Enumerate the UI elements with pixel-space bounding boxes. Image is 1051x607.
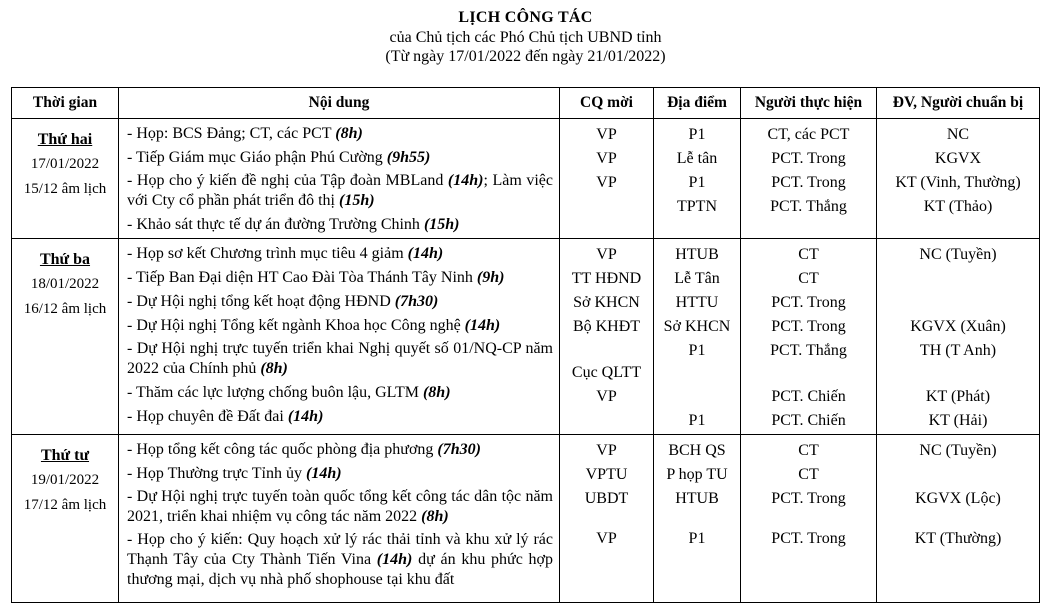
list-item: - Họp: BCS Đảng; CT, các PCT (8h) [127,125,363,142]
day-row-wednesday [12,435,1040,603]
page-subtitle: của Chủ tịch các Phó Chủ tịch UBND tỉnh [389,29,662,46]
list-item: - Tiếp Ban Đại diện HT Cao Đài Tòa Thánh Tây Ninh (9h) [127,269,505,286]
day-cell [12,239,119,435]
schedule-table [11,87,1040,603]
document-header [0,0,1051,66]
day-date: 18/01/2022 [30,276,100,292]
inviter-cell: VP VP VP [560,119,654,239]
location-cell: BCH QS P họp TU HTUB P1 [654,435,741,603]
list-item: - Thăm các lực lượng chống buôn lậu, GLTM (8h) [127,384,451,401]
table-header-row [12,88,1040,119]
day-name: Thứ hai [37,131,93,148]
list-item: - Dự Hội nghị trực tuyến toàn quốc tổng kết công tác dân tộc năm 2021, triển khai nhiệm vụ công tác năm 2022 (8h) [127,488,553,525]
list-item: - Họp sơ kết Chương trình mục tiêu 4 giảm (14h) [127,245,444,262]
executor-cell: CT CT PCT. Trong PCT. Trong PCT. Thắng PCT. Chiến PCT. Chiến [741,239,877,435]
page-title: LỊCH CÔNG TÁC [458,9,593,26]
col-header-preparer: ĐV, Người chuẩn bị [877,88,1040,119]
location-cell: HTUB Lễ Tân HTTU Sở KHCN P1 P1 [654,239,741,435]
list-item: - Khảo sát thực tế dự án đường Trường Chinh (15h) [127,216,460,233]
executor-cell: CT CT PCT. Trong PCT. Trong [741,435,877,603]
list-item: - Họp tổng kết công tác quốc phòng địa phương (7h30) [127,441,481,458]
col-header-location: Địa điểm [654,88,741,119]
list-item: - Dự Hội nghị Tổng kết ngành Khoa học Công nghệ (14h) [127,317,501,334]
day-name: Thứ ba [39,251,91,268]
date-range: (Từ ngày 17/01/2022 đến ngày 21/01/2022) [385,48,666,65]
day-row-monday [12,119,1040,239]
col-header-content: Nội dung [119,88,560,119]
list-item: - Họp chuyên đề Đất đai (14h) [127,408,324,425]
inviter-cell: VP TT HĐND Sở KHCN Bộ KHĐT Cục QLTT VP [560,239,654,435]
day-cell [12,435,119,603]
list-item: - Tiếp Giám mục Giáo phận Phú Cường (9h55) [127,149,431,166]
day-name: Thứ tư [40,447,90,464]
preparer-cell: NC (Tuyền) KGVX (Lộc) KT (Thường) [877,435,1040,603]
col-header-time: Thời gian [12,88,119,119]
preparer-cell: NC KGVX KT (Vinh, Thường) KT (Thảo) [877,119,1040,239]
day-cell [12,119,119,239]
list-item: - Họp cho ý kiến đề nghị của Tập đoàn MBLand (14h); Làm việc với Cty cổ phần phát triển đô thị (15h) [127,172,553,209]
day-lunar: 15/12 âm lịch [23,181,107,197]
executor-cell: CT, các PCT PCT. Trong PCT. Trong PCT. Thắng [741,119,877,239]
preparer-cell: NC (Tuyền) KGVX (Xuân) TH (T Anh) KT (Phát) KT (Hải) [877,239,1040,435]
day-lunar: 17/12 âm lịch [23,497,107,513]
list-item: - Họp cho ý kiến: Quy hoạch xử lý rác thải tỉnh và khu xử lý rác Thạnh Tây của Cty Thành Tiến Vina (14h) dự án khu phức hợp thương mại, dịch vụ nhà phố shophouse tại khu đất [127,531,554,588]
content-cell [119,435,560,603]
day-date: 17/01/2022 [30,156,100,172]
list-item: - Họp Thường trực Tỉnh ủy (14h) [127,465,342,482]
col-header-inviter: CQ mời [560,88,654,119]
list-item: - Dự Hội nghị tổng kết hoạt động HĐND (7h30) [127,293,439,310]
location-cell: P1 Lễ tân P1 TPTN [654,119,741,239]
day-date: 19/01/2022 [30,472,100,488]
content-cell [119,119,560,239]
day-lunar: 16/12 âm lịch [23,301,107,317]
content-cell [119,239,560,435]
col-header-executor: Người thực hiện [741,88,877,119]
day-row-tuesday [12,239,1040,435]
inviter-cell: VP VPTU UBDT VP [560,435,654,603]
list-item: - Dự Hội nghị trực tuyến triển khai Nghị quyết số 01/NQ-CP năm 2022 của Chính phủ (8h) [127,340,553,377]
